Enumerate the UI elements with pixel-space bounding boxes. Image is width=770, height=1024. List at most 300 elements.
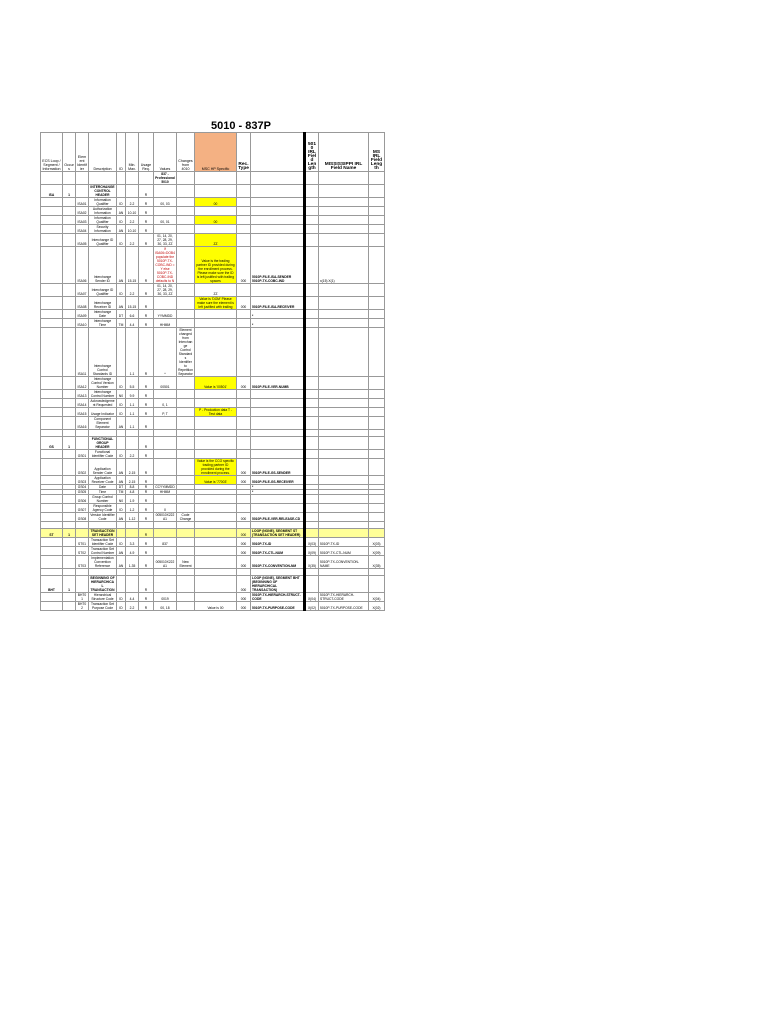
table-cell: R [139, 297, 154, 310]
separator-cell [251, 522, 305, 529]
table-row [41, 328, 385, 377]
table-cell [319, 297, 369, 310]
table-cell [154, 207, 177, 216]
table-cell: Interchange Receiver ID [89, 297, 117, 310]
table-cell: 3-3 [126, 538, 139, 547]
table-cell [195, 310, 237, 319]
table-cell [319, 513, 369, 522]
table-cell [369, 504, 385, 513]
table-cell: 005010X222A1 [154, 556, 177, 569]
table-cell: GS02 [76, 459, 89, 476]
table-cell: 1-35 [126, 556, 139, 569]
table-cell [177, 602, 195, 611]
separator-cell [117, 569, 126, 576]
table-cell [237, 310, 251, 319]
table-cell [251, 390, 305, 399]
table-cell [305, 310, 319, 319]
table-cell: Interchange ID Qualifier [89, 284, 117, 297]
table-cell [63, 602, 76, 611]
table-cell [154, 450, 177, 459]
table-cell: GS08 [76, 513, 89, 522]
separator-cell [126, 430, 139, 437]
table-cell [305, 399, 319, 408]
table-cell [369, 225, 385, 234]
table-cell: Interchange Sender ID [89, 247, 117, 284]
table-cell [63, 504, 76, 513]
table-cell: ISA15 [76, 408, 89, 417]
table-cell: ISA02 [76, 207, 89, 216]
table-cell [319, 328, 369, 377]
table-cell: P - Production data T - Test data [195, 408, 237, 417]
table-cell [195, 185, 237, 198]
table-cell [369, 185, 385, 198]
table-cell: R [139, 390, 154, 399]
table-cell [154, 495, 177, 504]
table-cell [319, 437, 369, 450]
table-cell: GS06 [76, 495, 89, 504]
header-cell: Changes from 4010 [177, 133, 195, 172]
table-cell [305, 185, 319, 198]
table-cell: ISA14 [76, 399, 89, 408]
section-cell [126, 172, 139, 185]
table-cell [237, 450, 251, 459]
table-cell: X(04) [369, 593, 385, 602]
table-cell [63, 459, 76, 476]
table-cell [369, 247, 385, 284]
table-cell [177, 216, 195, 225]
table-cell: 1 [63, 576, 76, 593]
table-cell: CCYYMMDD [155, 485, 175, 489]
separator-cell [177, 430, 195, 437]
table-cell [177, 207, 195, 216]
table-cell: Authorization Information [89, 207, 117, 216]
segment-row [41, 576, 385, 593]
table-cell [237, 495, 251, 504]
table-cell [369, 399, 385, 408]
table-cell: X(02) [305, 602, 319, 611]
section-cell [237, 172, 251, 185]
spec-table [40, 132, 385, 611]
table-cell: 000 [237, 529, 251, 538]
header-cell: Min. Max. [126, 133, 139, 172]
table-row [41, 390, 385, 399]
table-cell [41, 476, 63, 485]
table-cell [195, 437, 237, 450]
table-cell [177, 319, 195, 328]
table-cell: 4-4 [126, 593, 139, 602]
section-cell [63, 172, 76, 185]
table-cell [63, 284, 76, 297]
separator-cell [319, 569, 369, 576]
table-cell: ISA09 [76, 310, 89, 319]
table-cell [41, 284, 63, 297]
section-cell [251, 172, 305, 185]
table-cell [195, 556, 237, 569]
table-cell: Date [89, 485, 117, 490]
table-cell [305, 207, 319, 216]
table-cell: 000 [237, 602, 251, 611]
table-cell: 4-9 [126, 547, 139, 556]
table-row [41, 247, 385, 284]
table-cell [319, 459, 369, 476]
table-cell [41, 216, 63, 225]
table-cell [76, 185, 89, 198]
table-cell [305, 576, 319, 593]
separator-cell [305, 569, 319, 576]
table-cell: 5-5 [126, 377, 139, 390]
table-cell: 01, 14, 20, 27, 28, 29, 30, 33, ZZ [154, 284, 177, 297]
table-row [41, 408, 385, 417]
table-cell [195, 207, 237, 216]
table-cell: ISA03 [76, 216, 89, 225]
separator-cell [89, 522, 117, 529]
table-cell [369, 408, 385, 417]
table-cell [177, 593, 195, 602]
table-cell: 1-12 [126, 513, 139, 522]
table-cell [251, 408, 305, 417]
section-cell [195, 172, 237, 185]
table-cell [195, 593, 237, 602]
header-cell: 5010 IRL Field Length [305, 133, 319, 172]
separator-cell [177, 522, 195, 529]
table-cell [117, 185, 126, 198]
table-cell: 9-9 [126, 390, 139, 399]
table-cell [251, 399, 305, 408]
table-cell [369, 495, 385, 504]
table-cell: ID [117, 504, 126, 513]
table-cell [41, 247, 63, 284]
header-cell: ECS Loop / Segment / Information [41, 133, 63, 172]
table-cell: BHT01 [76, 593, 89, 602]
table-cell: 15-15 [126, 247, 139, 284]
table-cell: GS07 [76, 504, 89, 513]
table-cell: R [139, 459, 154, 476]
table-row [41, 234, 385, 247]
table-cell: HHMM [154, 319, 177, 328]
table-cell: 8-8 [126, 485, 139, 490]
table-cell: ID [117, 234, 126, 247]
table-cell [305, 459, 319, 476]
table-cell [369, 529, 385, 538]
table-cell [251, 198, 305, 207]
table-cell [369, 216, 385, 225]
table-cell: 5010P-FILE-ISA-SENDER 5010P-TX-COBC-IND [251, 247, 305, 284]
table-cell [319, 417, 369, 430]
table-cell: 6-6 [126, 310, 139, 319]
table-cell: ISA07 [76, 284, 89, 297]
table-cell [251, 185, 305, 198]
section-cell [305, 172, 319, 185]
table-cell [63, 234, 76, 247]
table-cell: AN [117, 207, 126, 216]
table-cell: Application Sender Code [89, 459, 117, 476]
table-cell [63, 513, 76, 522]
table-cell [251, 417, 305, 430]
table-cell: 1 [63, 437, 76, 450]
separator-cell [139, 430, 154, 437]
table-cell: R [139, 556, 154, 569]
table-cell [369, 459, 385, 476]
table-cell [305, 417, 319, 430]
table-cell [63, 328, 76, 377]
table-cell: 00, 01 [154, 216, 177, 225]
table-cell [63, 297, 76, 310]
table-cell: ST01 [76, 538, 89, 547]
table-cell [305, 408, 319, 417]
table-cell: 15-15 [126, 297, 139, 310]
table-cell [126, 576, 139, 593]
table-cell [63, 216, 76, 225]
table-cell: X(35) [369, 556, 385, 569]
separator-cell [154, 569, 177, 576]
separator-cell [237, 569, 251, 576]
table-cell [305, 495, 319, 504]
table-cell: 5010P-FILE-VER-RELEASE-CD [251, 513, 305, 522]
table-cell: AN [117, 556, 126, 569]
table-cell [63, 417, 76, 430]
table-cell: LOOP (NONE), SEGMENT ST (TRANSACTION SET HEADER) [251, 529, 305, 538]
table-cell [195, 504, 237, 513]
table-cell: 5010P-FILE-GS-RECEIVER [251, 476, 305, 485]
table-cell: 5010P-TX-CTL-NUM [319, 547, 369, 556]
table-cell: AN [117, 247, 126, 284]
table-cell [319, 234, 369, 247]
table-cell: 000 [237, 513, 251, 522]
table-cell: Interchange Control Version Number [89, 377, 117, 390]
table-cell: ISA12 [76, 377, 89, 390]
table-cell [251, 504, 305, 513]
table-cell: 005010X222A1 [154, 513, 177, 522]
table-row [41, 547, 385, 556]
table-cell: AN [117, 547, 126, 556]
table-cell [305, 284, 319, 297]
table-cell: R [139, 504, 154, 513]
table-cell: ISA06 [76, 247, 89, 284]
table-cell: R [139, 328, 154, 377]
table-cell: 1 [63, 185, 76, 198]
header-cell: MSC HP Specific [195, 133, 237, 172]
table-cell: Functional Identifier Code [89, 450, 117, 459]
section-cell [139, 172, 154, 185]
table-cell [305, 319, 319, 328]
table-cell [177, 198, 195, 207]
table-cell [41, 504, 63, 513]
table-cell [305, 513, 319, 522]
separator-cell [126, 569, 139, 576]
table-cell: AN [117, 513, 126, 522]
table-cell: R [139, 225, 154, 234]
table-cell [319, 319, 369, 328]
table-row [41, 538, 385, 547]
table-cell [195, 225, 237, 234]
separator-cell [154, 430, 177, 437]
table-cell: R [139, 495, 154, 504]
table-cell: * [251, 490, 305, 495]
table-cell [195, 547, 237, 556]
table-cell: 1-9 [126, 495, 139, 504]
table-cell [319, 377, 369, 390]
header-cell [251, 133, 305, 172]
table-row [41, 207, 385, 216]
table-cell [305, 297, 319, 310]
table-row [41, 284, 385, 297]
table-cell: 0, 1 [154, 399, 177, 408]
table-cell [369, 297, 385, 310]
table-row [41, 310, 385, 319]
table-cell [177, 225, 195, 234]
table-cell: 5010P-TX-ID [319, 538, 369, 547]
table-cell: X(03) [305, 538, 319, 547]
table-cell [195, 576, 237, 593]
table-cell [41, 450, 63, 459]
table-cell [63, 593, 76, 602]
table-cell [63, 310, 76, 319]
table-cell [41, 310, 63, 319]
table-cell [237, 504, 251, 513]
table-cell: ID [117, 216, 126, 225]
table-cell [63, 247, 76, 284]
table-cell: ST02 [76, 547, 89, 556]
table-cell: GS05 [76, 490, 89, 495]
table-cell [237, 390, 251, 399]
table-cell [126, 185, 139, 198]
table-cell [177, 390, 195, 399]
table-cell [305, 328, 319, 377]
table-cell: ISA11 [76, 328, 89, 377]
table-cell [154, 417, 177, 430]
table-cell [41, 556, 63, 569]
table-cell: R [139, 538, 154, 547]
section-cell [76, 172, 89, 185]
table-cell [177, 547, 195, 556]
separator-row [41, 522, 385, 529]
table-cell [195, 513, 237, 522]
table-cell [177, 234, 195, 247]
table-cell: 5010P-TX-HIERARCH-STRUCT-CODE [251, 593, 305, 602]
table-cell: R [139, 284, 154, 297]
table-cell: Value is the trading partner ID provided during the enrollment process. Please make sure the ID is left justified with trailing spaces [195, 247, 237, 284]
separator-cell [369, 430, 385, 437]
table-cell [369, 284, 385, 297]
table-cell: Value is '77003' [195, 476, 237, 485]
table-cell [41, 547, 63, 556]
header-cell: ID [117, 133, 126, 172]
table-cell: Transaction Set Identifier Code [89, 538, 117, 547]
table-cell: Information Qualifier [89, 216, 117, 225]
table-cell: Element changed from Interchange Control Standards Identifier to Repetition Separator [178, 328, 193, 376]
table-cell [251, 234, 305, 247]
table-cell [63, 377, 76, 390]
table-cell [63, 538, 76, 547]
table-cell: ISA01 [76, 198, 89, 207]
table-cell [117, 328, 126, 377]
table-cell: ID [117, 408, 126, 417]
separator-cell [305, 430, 319, 437]
table-cell: AN [117, 476, 126, 485]
table-cell: 2-2 [126, 284, 139, 297]
table-cell [41, 513, 63, 522]
table-cell: 2-2 [126, 450, 139, 459]
table-cell: 5010P-TX-CONVENTION-NAME [319, 556, 369, 569]
table-cell: Security Information [89, 225, 117, 234]
table-row [41, 495, 385, 504]
table-cell [319, 390, 369, 399]
separator-row [41, 569, 385, 576]
table-cell: 000 [237, 576, 251, 593]
table-cell [369, 328, 385, 377]
table-cell: 4-4 [126, 319, 139, 328]
table-cell: 5010P-TX-PURPOSE-CODE [251, 602, 305, 611]
table-cell: ISA16 [76, 417, 89, 430]
table-cell: GS03 [76, 476, 89, 485]
table-cell [319, 450, 369, 459]
table-cell: BHT02 [76, 602, 89, 611]
table-cell [305, 437, 319, 450]
table-cell: ISA05 [76, 234, 89, 247]
table-cell: ST [41, 529, 63, 538]
table-cell: X(09) [369, 547, 385, 556]
table-cell [41, 319, 63, 328]
table-cell [195, 529, 237, 538]
table-cell [369, 576, 385, 593]
table-cell: 000 [237, 476, 251, 485]
table-cell [195, 328, 237, 377]
table-cell: AN [117, 225, 126, 234]
table-cell: Implementation Convention Reference [89, 556, 117, 569]
table-cell [154, 547, 177, 556]
table-cell [195, 399, 237, 408]
table-cell: Code Change [177, 513, 195, 522]
table-cell [154, 185, 177, 198]
header-cell: Element Identifier [76, 133, 89, 172]
table-cell: ID [117, 284, 126, 297]
table-cell: 1-1 [126, 328, 139, 377]
table-cell: ISA04 [76, 225, 89, 234]
table-cell: R [139, 490, 154, 495]
table-cell [237, 328, 251, 377]
table-cell [177, 504, 195, 513]
table-cell [177, 408, 195, 417]
segment-row [41, 437, 385, 450]
table-cell [305, 247, 319, 284]
table-cell [41, 328, 63, 377]
table-cell: ZZ [195, 234, 237, 247]
table-cell [177, 437, 195, 450]
table-cell: 000 [237, 297, 251, 310]
table-cell [63, 450, 76, 459]
table-cell: 2-15 [126, 476, 139, 485]
table-cell: 000 [237, 538, 251, 547]
table-cell: ST03 [76, 556, 89, 569]
page-title: 5010 - 837P [211, 120, 271, 132]
separator-cell [195, 522, 237, 529]
table-cell: ID [117, 538, 126, 547]
table-cell [369, 513, 385, 522]
table-cell: 1-1 [126, 399, 139, 408]
separator-cell [41, 569, 63, 576]
table-cell [41, 399, 63, 408]
table-cell [195, 319, 237, 328]
table-cell: 837 [154, 538, 177, 547]
table-cell [41, 198, 63, 207]
section-cell [177, 172, 195, 185]
table-cell: 000 [237, 247, 251, 284]
table-cell [369, 417, 385, 430]
table-row [41, 476, 385, 485]
table-cell [177, 529, 195, 538]
table-cell [154, 390, 177, 399]
table-cell: 5010P-FILE-GS-SENDER [251, 459, 305, 476]
